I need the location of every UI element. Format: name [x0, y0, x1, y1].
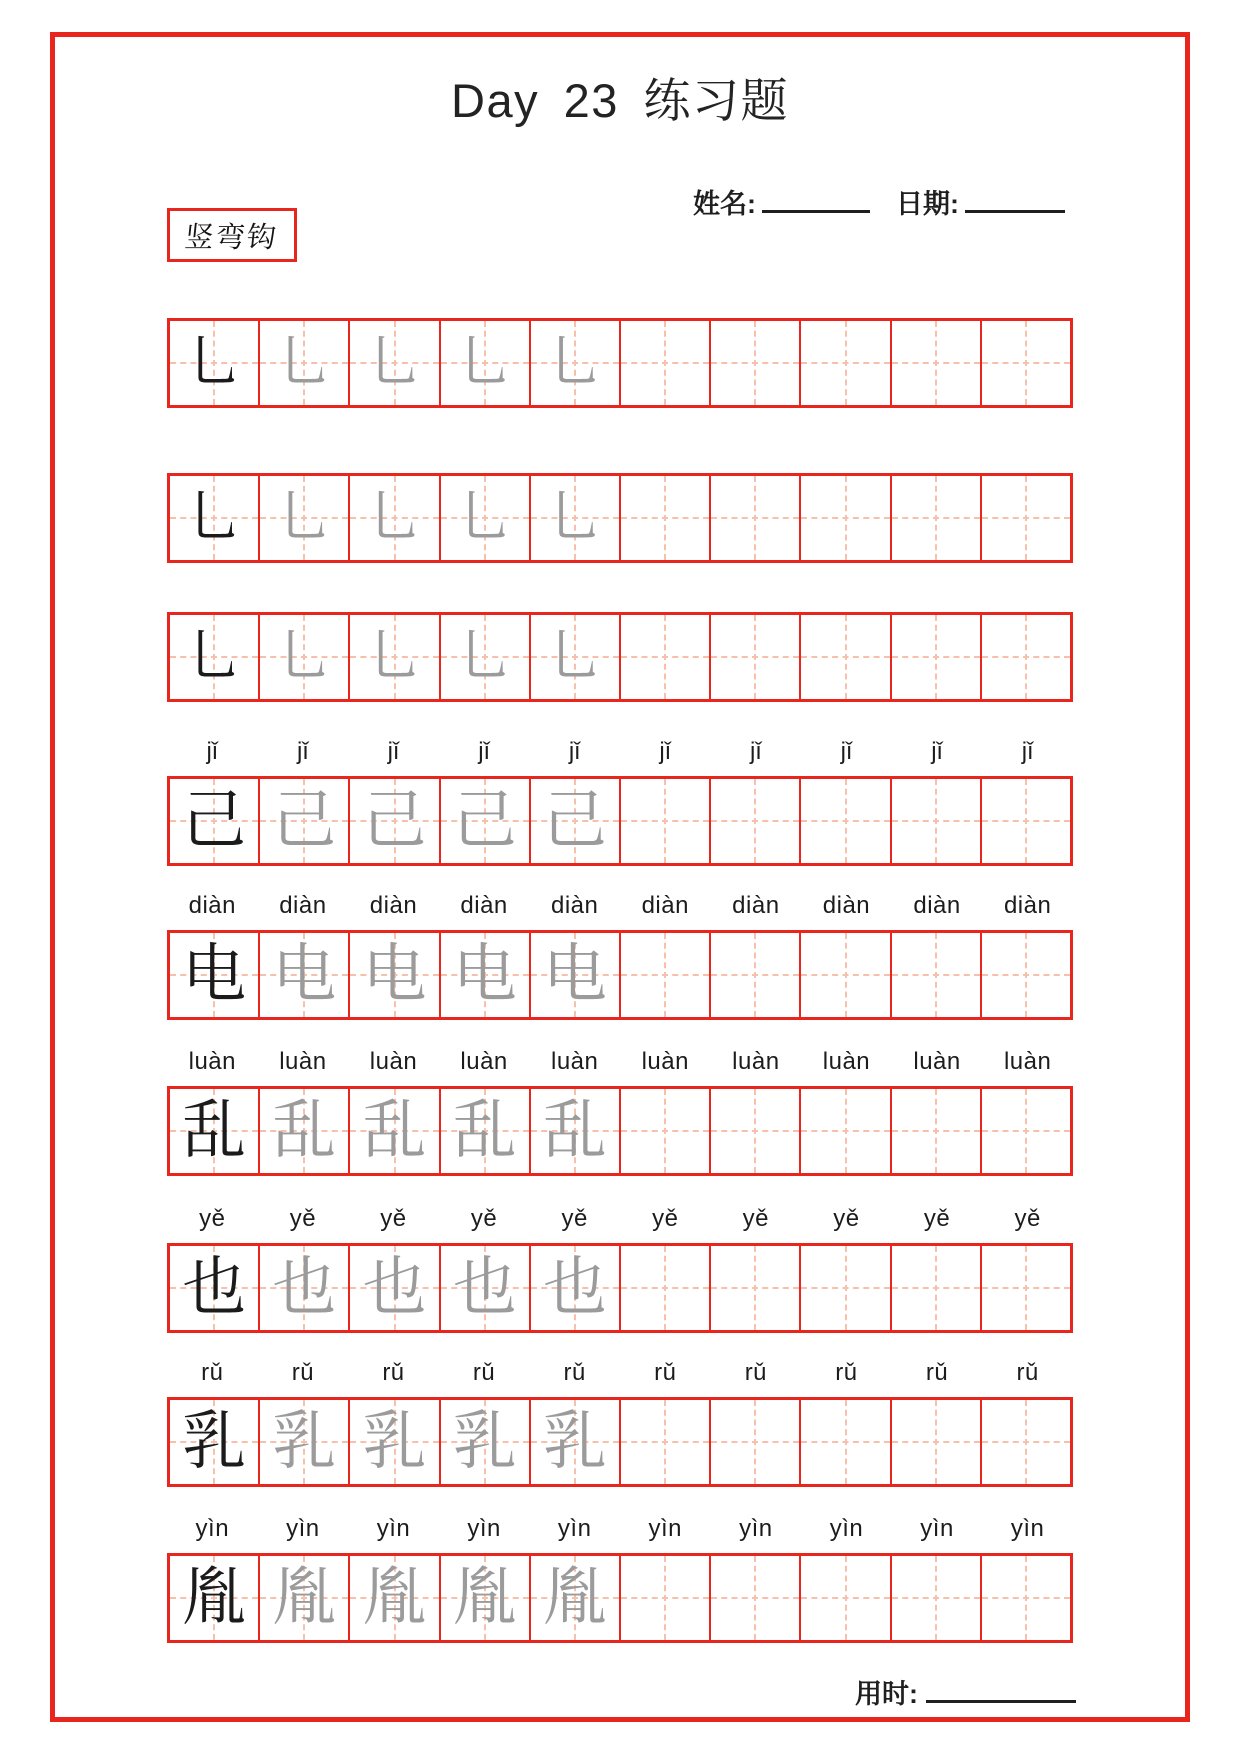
practice-cell	[350, 933, 440, 1017]
pinyin-label: rǔ	[382, 1359, 405, 1386]
practice-cell-empty[interactable]	[801, 779, 891, 863]
practice-cell-empty[interactable]	[892, 1089, 982, 1173]
practice-cell-empty[interactable]	[711, 1089, 801, 1173]
practice-cell	[260, 615, 350, 699]
pinyin-strip	[167, 1351, 1073, 1387]
practice-grid-row	[167, 1553, 1073, 1643]
pinyin-label: yě	[652, 1205, 679, 1232]
practice-cell	[441, 1400, 531, 1484]
practice-cell-empty[interactable]	[892, 476, 982, 560]
practice-cell	[441, 779, 531, 863]
practice-cell	[260, 476, 350, 560]
trace-character: 己	[362, 784, 427, 858]
practice-cell-empty[interactable]	[621, 321, 711, 405]
stroke-name-label: 竖弯钩	[183, 219, 281, 254]
practice-cell-empty[interactable]	[801, 321, 891, 405]
practice-cell	[350, 1400, 440, 1484]
trace-character: 胤	[272, 1561, 337, 1635]
practice-cell	[170, 321, 260, 405]
trace-character: 胤	[362, 1561, 427, 1635]
pinyin-strip	[167, 730, 1073, 766]
pinyin-label: rǔ	[291, 1359, 315, 1386]
trace-character: 也	[272, 1251, 337, 1325]
pinyin-label: luàn	[460, 1048, 508, 1075]
practice-cell-empty[interactable]	[982, 1246, 1070, 1330]
practice-cell	[441, 615, 531, 699]
practice-grid-row	[167, 612, 1073, 702]
pinyin-label: luàn	[732, 1048, 780, 1075]
practice-cell	[350, 1089, 440, 1173]
pinyin-label: luàn	[369, 1048, 418, 1075]
name-input-line[interactable]	[762, 190, 870, 213]
example-character: 胤	[182, 1561, 247, 1635]
date-input-line[interactable]	[965, 190, 1065, 213]
trace-character: 己	[542, 784, 607, 858]
practice-cell-empty[interactable]	[982, 615, 1070, 699]
practice-cell-empty[interactable]	[711, 476, 801, 560]
trace-character: 乳	[362, 1405, 427, 1479]
trace-character: 乱	[542, 1094, 607, 1168]
trace-character: 乚	[276, 330, 333, 395]
time-row	[855, 1672, 1076, 1711]
practice-cell	[531, 615, 621, 699]
pinyin-label: yìn	[195, 1515, 230, 1542]
practice-cell	[260, 779, 350, 863]
pinyin-label: rǔ	[835, 1359, 858, 1386]
trace-character: 乱	[362, 1094, 427, 1168]
practice-cell-empty[interactable]	[801, 1400, 891, 1484]
practice-cell	[531, 779, 621, 863]
practice-cell-empty[interactable]	[801, 1089, 891, 1173]
pinyin-label: yě	[289, 1205, 317, 1232]
practice-cell-empty[interactable]	[801, 1556, 891, 1640]
name-label: 姓名:	[693, 189, 756, 219]
pinyin-label: luàn	[641, 1048, 689, 1075]
practice-cell-empty[interactable]	[801, 933, 891, 1017]
practice-cell-empty[interactable]	[621, 1089, 711, 1173]
practice-cell-empty[interactable]	[892, 615, 982, 699]
practice-cell-empty[interactable]	[892, 1400, 982, 1484]
trace-character: 乚	[366, 330, 423, 395]
practice-cell-empty[interactable]	[982, 321, 1070, 405]
pinyin-label: diàn	[550, 892, 599, 919]
practice-cell-empty[interactable]	[621, 779, 711, 863]
pinyin-label: yě	[923, 1205, 951, 1232]
practice-cell-empty[interactable]	[892, 1246, 982, 1330]
trace-character: 己	[452, 784, 517, 858]
example-character: 乚	[186, 624, 243, 689]
pinyin-label: yě	[1014, 1205, 1041, 1232]
practice-cell-empty[interactable]	[711, 1556, 801, 1640]
practice-cell	[260, 1246, 350, 1330]
pinyin-label: yìn	[557, 1515, 592, 1542]
practice-cell	[260, 933, 350, 1017]
practice-cell	[260, 1089, 350, 1173]
example-character: 乱	[182, 1094, 247, 1168]
practice-grid-row	[167, 1243, 1073, 1333]
pinyin-label: jǐ	[206, 738, 219, 765]
pinyin-label: yě	[380, 1205, 407, 1232]
practice-cell-empty[interactable]	[982, 933, 1070, 1017]
pinyin-label: yìn	[467, 1515, 501, 1542]
pinyin-label: diàn	[822, 892, 871, 919]
trace-character: 电	[272, 938, 337, 1012]
pinyin-label: jǐ	[1021, 738, 1034, 765]
practice-grid-row	[167, 1397, 1073, 1487]
practice-cell-empty[interactable]	[711, 615, 801, 699]
trace-character: 乚	[276, 624, 333, 689]
trace-character: 己	[272, 784, 337, 858]
pinyin-label: diàn	[279, 892, 327, 919]
practice-cell	[531, 933, 621, 1017]
practice-cell	[350, 779, 440, 863]
pinyin-label: rǔ	[563, 1359, 586, 1386]
pinyin-label: luàn	[822, 1048, 871, 1075]
practice-cell	[350, 1246, 440, 1330]
pinyin-label: jǐ	[297, 738, 309, 765]
practice-cell	[170, 1089, 260, 1173]
time-input-line[interactable]	[926, 1680, 1076, 1703]
pinyin-label: diàn	[732, 892, 780, 919]
practice-cell-empty[interactable]	[711, 1246, 801, 1330]
pinyin-label: yìn	[1010, 1515, 1045, 1542]
practice-cell	[441, 321, 531, 405]
example-character: 乚	[186, 485, 243, 550]
pinyin-label: luàn	[1003, 1048, 1052, 1075]
example-character: 电	[182, 938, 247, 1012]
example-character: 也	[182, 1251, 247, 1325]
trace-character: 乚	[366, 624, 423, 689]
practice-cell-empty[interactable]	[982, 779, 1070, 863]
trace-character: 乚	[456, 624, 513, 689]
pinyin-label: luàn	[550, 1048, 599, 1075]
practice-cell-empty[interactable]	[711, 1400, 801, 1484]
practice-grid-row	[167, 473, 1073, 563]
time-label: 用时:	[855, 1679, 918, 1709]
practice-cell-empty[interactable]	[892, 933, 982, 1017]
pinyin-label: diàn	[460, 892, 508, 919]
practice-cell-empty[interactable]	[711, 779, 801, 863]
practice-cell	[350, 1556, 440, 1640]
trace-character: 乚	[276, 485, 333, 550]
pinyin-label: jǐ	[840, 738, 853, 765]
pinyin-label: diàn	[913, 892, 961, 919]
practice-cell-empty[interactable]	[801, 476, 891, 560]
pinyin-label: rǔ	[201, 1359, 224, 1386]
practice-cell-empty[interactable]	[892, 321, 982, 405]
trace-character: 乚	[546, 330, 603, 395]
pinyin-label: yìn	[829, 1515, 864, 1542]
practice-cell-empty[interactable]	[892, 1556, 982, 1640]
practice-cell-empty[interactable]	[982, 1400, 1070, 1484]
trace-character: 乚	[546, 624, 603, 689]
practice-cell	[350, 615, 440, 699]
pinyin-strip	[167, 1040, 1073, 1076]
trace-character: 乳	[272, 1405, 337, 1479]
example-character: 乳	[182, 1405, 247, 1479]
practice-cell	[350, 321, 440, 405]
practice-cell	[441, 933, 531, 1017]
practice-cell-empty[interactable]	[621, 1246, 711, 1330]
pinyin-label: rǔ	[654, 1359, 677, 1386]
trace-character: 也	[362, 1251, 427, 1325]
pinyin-label: jǐ	[750, 738, 762, 765]
practice-cell	[170, 933, 260, 1017]
practice-cell-empty[interactable]	[621, 933, 711, 1017]
practice-cell	[170, 1246, 260, 1330]
pinyin-label: luàn	[279, 1048, 327, 1075]
practice-cell	[170, 1400, 260, 1484]
practice-cell	[441, 476, 531, 560]
trace-character: 也	[542, 1251, 607, 1325]
pinyin-label: yìn	[920, 1515, 954, 1542]
practice-cell	[531, 1089, 621, 1173]
pinyin-label: jǐ	[659, 738, 672, 765]
trace-character: 胤	[542, 1561, 607, 1635]
practice-cell-empty[interactable]	[801, 615, 891, 699]
trace-character: 胤	[452, 1561, 517, 1635]
pinyin-label: diàn	[641, 892, 689, 919]
pinyin-label: jǐ	[931, 738, 943, 765]
practice-cell	[170, 779, 260, 863]
trace-character: 乱	[452, 1094, 517, 1168]
pinyin-label: yě	[742, 1205, 770, 1232]
page-title: Day 23 练习题	[451, 74, 789, 127]
pinyin-label: diàn	[369, 892, 418, 919]
practice-cell-empty[interactable]	[621, 1556, 711, 1640]
practice-grid-row	[167, 1086, 1073, 1176]
pinyin-label: yìn	[648, 1515, 683, 1542]
trace-character: 乚	[456, 485, 513, 550]
pinyin-label: yìn	[739, 1515, 773, 1542]
practice-cell-empty[interactable]	[621, 1400, 711, 1484]
pinyin-strip	[167, 884, 1073, 920]
trace-character: 电	[452, 938, 517, 1012]
trace-character: 电	[542, 938, 607, 1012]
practice-cell	[531, 1400, 621, 1484]
pinyin-label: rǔ	[472, 1359, 496, 1386]
pinyin-label: yě	[833, 1205, 860, 1232]
pinyin-label: jǐ	[568, 738, 581, 765]
trace-character: 乚	[546, 485, 603, 550]
pinyin-label: luàn	[188, 1048, 236, 1075]
trace-character: 乳	[542, 1405, 607, 1479]
practice-cell	[350, 476, 440, 560]
practice-cell	[531, 1246, 621, 1330]
trace-character: 也	[452, 1251, 517, 1325]
trace-character: 电	[362, 938, 427, 1012]
practice-cell	[441, 1246, 531, 1330]
practice-cell-empty[interactable]	[892, 779, 982, 863]
trace-character: 乚	[456, 330, 513, 395]
pinyin-label: diàn	[1003, 892, 1052, 919]
pinyin-label: diàn	[188, 892, 236, 919]
practice-cell	[170, 1556, 260, 1640]
practice-cell-empty[interactable]	[982, 1089, 1070, 1173]
pinyin-strip	[167, 1197, 1073, 1233]
pinyin-label: yìn	[376, 1515, 411, 1542]
pinyin-label: jǐ	[387, 738, 400, 765]
name-date-row	[693, 182, 1065, 221]
practice-cell	[260, 1400, 350, 1484]
practice-cell	[260, 321, 350, 405]
pinyin-label: jǐ	[478, 738, 490, 765]
pinyin-label: yě	[199, 1205, 226, 1232]
pinyin-label: yě	[470, 1205, 498, 1232]
practice-cell-empty[interactable]	[982, 476, 1070, 560]
practice-cell	[170, 615, 260, 699]
practice-grid-row	[167, 776, 1073, 866]
pinyin-label: rǔ	[1016, 1359, 1039, 1386]
practice-cell-empty[interactable]	[711, 321, 801, 405]
trace-character: 乚	[366, 485, 423, 550]
trace-character: 乳	[452, 1405, 517, 1479]
stroke-name-box	[167, 208, 297, 262]
practice-cell-empty[interactable]	[621, 476, 711, 560]
practice-grid-row	[167, 930, 1073, 1020]
practice-cell-empty[interactable]	[621, 615, 711, 699]
pinyin-label: yě	[561, 1205, 588, 1232]
pinyin-label: yìn	[286, 1515, 320, 1542]
practice-cell-empty[interactable]	[982, 1556, 1070, 1640]
practice-cell	[531, 1556, 621, 1640]
practice-grid-row	[167, 318, 1073, 408]
pinyin-label: luàn	[913, 1048, 961, 1075]
practice-cell	[170, 476, 260, 560]
practice-cell	[441, 1556, 531, 1640]
practice-cell	[260, 1556, 350, 1640]
practice-cell-empty[interactable]	[711, 933, 801, 1017]
practice-cell	[531, 476, 621, 560]
practice-cell	[531, 321, 621, 405]
example-character: 己	[182, 784, 247, 858]
pinyin-strip	[167, 1507, 1073, 1543]
trace-character: 乱	[272, 1094, 337, 1168]
date-label: 日期:	[896, 189, 959, 219]
example-character: 乚	[186, 330, 243, 395]
practice-cell	[441, 1089, 531, 1173]
practice-cell-empty[interactable]	[801, 1246, 891, 1330]
pinyin-label: rǔ	[925, 1359, 949, 1386]
pinyin-label: rǔ	[744, 1359, 768, 1386]
